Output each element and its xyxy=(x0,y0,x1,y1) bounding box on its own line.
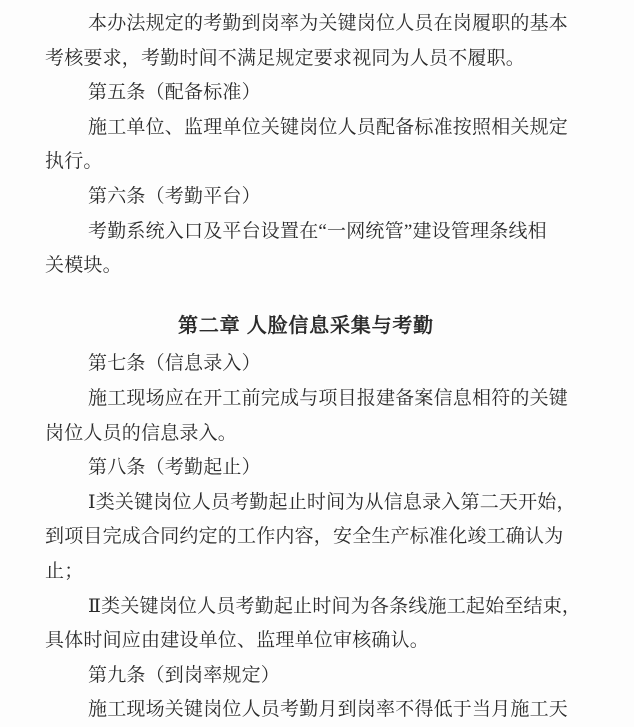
body-text-line: 本办法规定的考勤到岗率为关键岗位人员在岗履职的基本 xyxy=(88,13,569,34)
article-7-title-line: 第七条（信息录入） xyxy=(88,353,261,375)
body-text-line: 施工单位、监理单位关键岗位人员配备标准按照相关规定 xyxy=(88,116,569,138)
body-text-line: 考核要求，考勤时间不满足规定要求视同为人员不履职。 xyxy=(45,47,526,69)
body-text-line: 执行。 xyxy=(45,151,103,173)
article-9-title-line: 第九条（到岗率规定） xyxy=(88,664,281,686)
body-text-line: 止； xyxy=(45,560,84,582)
article-6-title-line: 第六条（考勤平台） xyxy=(88,185,261,207)
body-text-line: Ⅱ类关键岗位人员考勤起止时间为各条线施工起始至结束， xyxy=(88,595,582,617)
body-text-line: 关模块。 xyxy=(45,255,122,277)
article-5-title-line: 第五条（配备标准） xyxy=(88,82,261,104)
body-text-line: 岗位人员的信息录入。 xyxy=(45,422,238,444)
body-text-line: 施工现场应在开工前完成与项目报建备案信息相符的关键 xyxy=(88,387,569,409)
body-text-line: 到项目完成合同约定的工作内容，安全生产标准化竣工确认为 xyxy=(45,526,564,548)
chapter-2-heading: 第二章 人脸信息采集与考勤 xyxy=(178,314,434,337)
body-text-line: Ⅰ类关键岗位人员考勤起止时间为从信息录入第二天开始， xyxy=(88,491,576,513)
body-text-line: 施工现场关键岗位人员考勤月到岗率不得低于当月施工天 xyxy=(88,699,569,721)
body-text-line: 考勤系统入口及平台设置在“一网统管”建设管理条线相 xyxy=(88,220,547,242)
body-text-line: 具体时间应由建设单位、监理单位审核确认。 xyxy=(45,630,430,652)
article-8-title-line: 第八条（考勤起止） xyxy=(88,457,261,479)
